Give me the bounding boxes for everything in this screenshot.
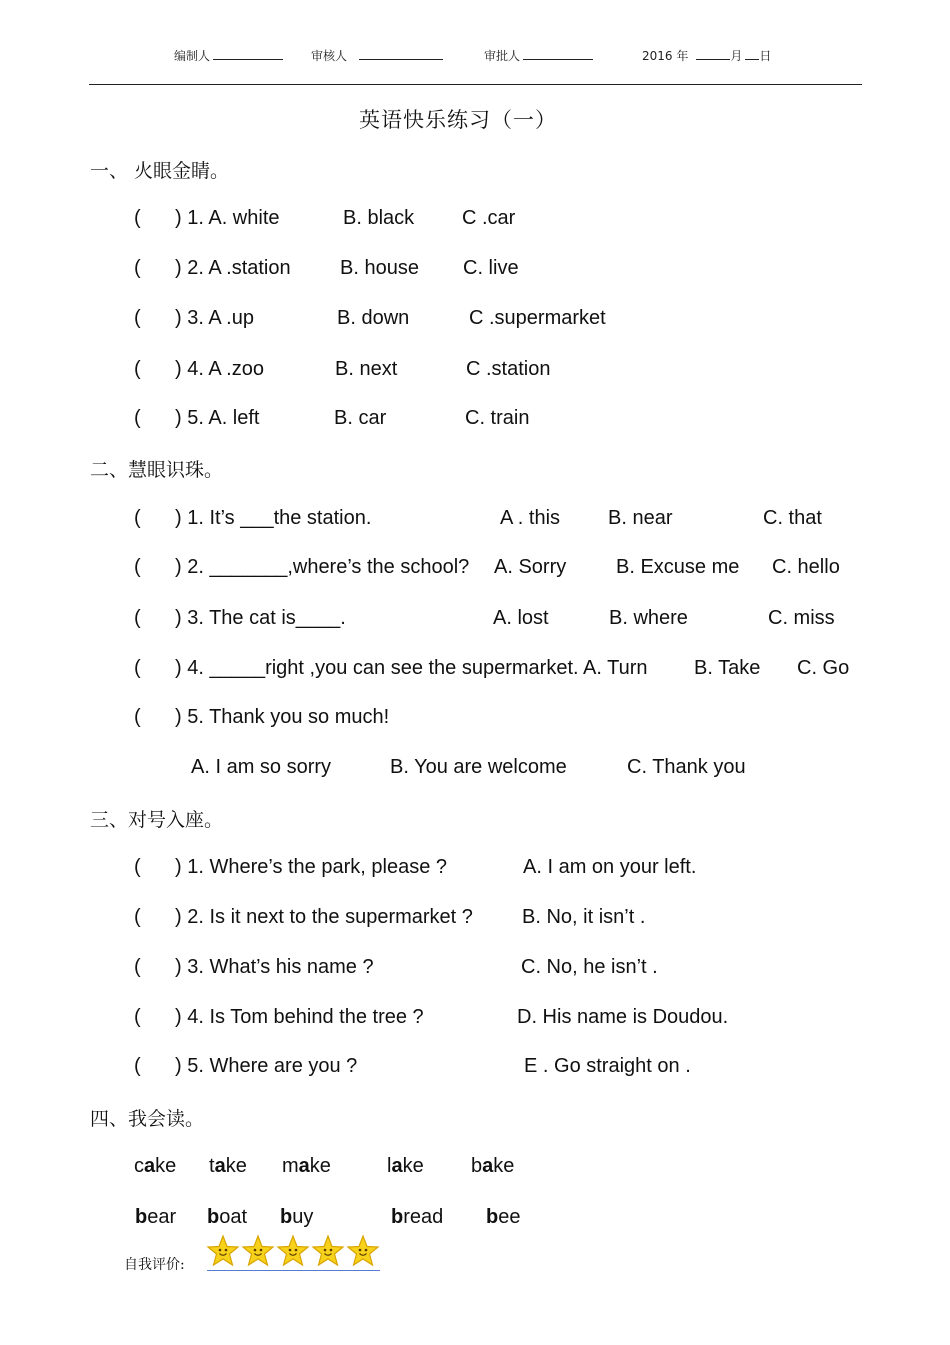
- option-c: C. train: [465, 407, 530, 429]
- approver-label: 审批人: [484, 49, 521, 63]
- reading-word: bear: [135, 1206, 177, 1228]
- year-label: 2016 年: [642, 49, 689, 63]
- option-b: B. car: [334, 407, 387, 429]
- option-c: C. Go: [797, 657, 850, 679]
- reading-word: bake: [471, 1155, 515, 1177]
- answer-paren[interactable]: (: [134, 507, 141, 529]
- option-a: A. lost: [493, 607, 549, 629]
- section-3-heading: 三、对号入座。: [90, 809, 224, 831]
- header-divider: [89, 84, 862, 85]
- answer-paren[interactable]: (: [134, 257, 141, 279]
- answer-paren[interactable]: (: [134, 706, 141, 728]
- star-icon[interactable]: [241, 1234, 275, 1268]
- question-option-a: ) 5. A. left: [175, 407, 260, 429]
- question-option-a: ) 2. A .station: [175, 257, 291, 279]
- reading-word: lake: [387, 1155, 424, 1177]
- option-c: C. hello: [772, 556, 840, 578]
- date-field: [642, 47, 771, 64]
- question-option-a: ) 4. A .zoo: [175, 358, 264, 380]
- question-text: ) 4. Is Tom behind the tree ?: [175, 1006, 424, 1028]
- answer-paren[interactable]: (: [134, 1055, 141, 1077]
- answer-paren[interactable]: (: [134, 607, 141, 629]
- day-label: 日: [759, 49, 772, 63]
- self-eval-underline: [207, 1270, 380, 1271]
- question-text: ) 3. What’s his name ?: [175, 956, 374, 978]
- option-c: C .car: [462, 207, 516, 229]
- day-blank[interactable]: [745, 47, 759, 60]
- answer-paren[interactable]: (: [134, 407, 141, 429]
- question-text: ) 5. Thank you so much!: [175, 706, 390, 728]
- option-c: C. that: [763, 507, 822, 529]
- star-icon[interactable]: [346, 1234, 380, 1268]
- question-text: ) 4. _____right ,you can see the supermarket. A. Turn: [175, 657, 648, 679]
- option-a: A. Sorry: [494, 556, 567, 578]
- section-1-heading: 一、 火眼金睛。: [90, 160, 230, 182]
- option-b: B. near: [608, 507, 673, 529]
- reading-word: boat: [207, 1206, 248, 1228]
- option-b: B. next: [335, 358, 398, 380]
- reading-word: take: [209, 1155, 247, 1177]
- question-option-a: ) 1. A. white: [175, 207, 280, 229]
- answer-paren[interactable]: (: [134, 906, 141, 928]
- approver-field: [484, 47, 593, 64]
- answer-paren[interactable]: (: [134, 307, 141, 329]
- option-b: B. Excuse me: [616, 556, 740, 578]
- answer-paren[interactable]: (: [134, 358, 141, 380]
- answer-paren[interactable]: (: [134, 207, 141, 229]
- answer-choice: D. His name is Doudou.: [517, 1006, 729, 1028]
- self-eval-label: 自我评价:: [124, 1257, 185, 1273]
- section-2-heading: 二、慧眼识珠。: [90, 459, 224, 481]
- reading-word: buy: [280, 1206, 314, 1228]
- star-icon[interactable]: [276, 1234, 310, 1268]
- question-option-a: ) 3. A .up: [175, 307, 254, 329]
- reviewer-field: [311, 47, 443, 64]
- option-c: C .station: [466, 358, 551, 380]
- reading-word: bee: [486, 1206, 521, 1228]
- answer-paren[interactable]: (: [134, 1006, 141, 1028]
- month-label: 月: [730, 49, 743, 63]
- approver-blank[interactable]: [523, 47, 593, 60]
- answer-paren[interactable]: (: [134, 956, 141, 978]
- reviewer-blank[interactable]: [359, 47, 443, 60]
- answer-choice: C. No, he isn’t .: [521, 956, 658, 978]
- question-text: ) 5. Where are you ?: [175, 1055, 358, 1077]
- question-text: ) 1. It’s ___the station.: [175, 507, 372, 529]
- author-field: [174, 47, 283, 64]
- answer-choice: B. No, it isn’t .: [522, 906, 646, 928]
- answer-paren[interactable]: (: [134, 856, 141, 878]
- reviewer-label: 审核人: [311, 49, 348, 63]
- option-c: C. miss: [768, 607, 835, 629]
- month-blank[interactable]: [696, 47, 730, 60]
- star-icon[interactable]: [206, 1234, 240, 1268]
- answer-paren[interactable]: (: [134, 556, 141, 578]
- page-title: 英语快乐练习（一）: [359, 108, 557, 132]
- option-a: A . this: [500, 507, 561, 529]
- reading-word: bread: [391, 1206, 444, 1228]
- star-icon[interactable]: [311, 1234, 345, 1268]
- option-a: A. I am so sorry: [191, 756, 332, 778]
- question-text: ) 3. The cat is____.: [175, 607, 346, 629]
- author-blank[interactable]: [213, 47, 283, 60]
- reading-word: make: [282, 1155, 331, 1177]
- option-b: B. where: [609, 607, 688, 629]
- option-b: B. house: [340, 257, 419, 279]
- reading-word: cake: [134, 1155, 177, 1177]
- option-b: B. black: [343, 207, 415, 229]
- author-label: 编制人: [174, 49, 211, 63]
- option-c: C. Thank you: [627, 756, 746, 778]
- section-4-heading: 四、我会读。: [90, 1108, 205, 1130]
- answer-choice: E . Go straight on .: [524, 1055, 691, 1077]
- option-b: B. Take: [694, 657, 761, 679]
- question-text: ) 2. Is it next to the supermarket ?: [175, 906, 473, 928]
- option-b: B. You are welcome: [390, 756, 567, 778]
- question-text: ) 1. Where’s the park, please ?: [175, 856, 447, 878]
- question-text: ) 2. _______,where’s the school?: [175, 556, 470, 578]
- option-c: C .supermarket: [469, 307, 606, 329]
- option-b: B. down: [337, 307, 410, 329]
- answer-paren[interactable]: (: [134, 657, 141, 679]
- answer-choice: A. I am on your left.: [523, 856, 697, 878]
- option-c: C. live: [463, 257, 519, 279]
